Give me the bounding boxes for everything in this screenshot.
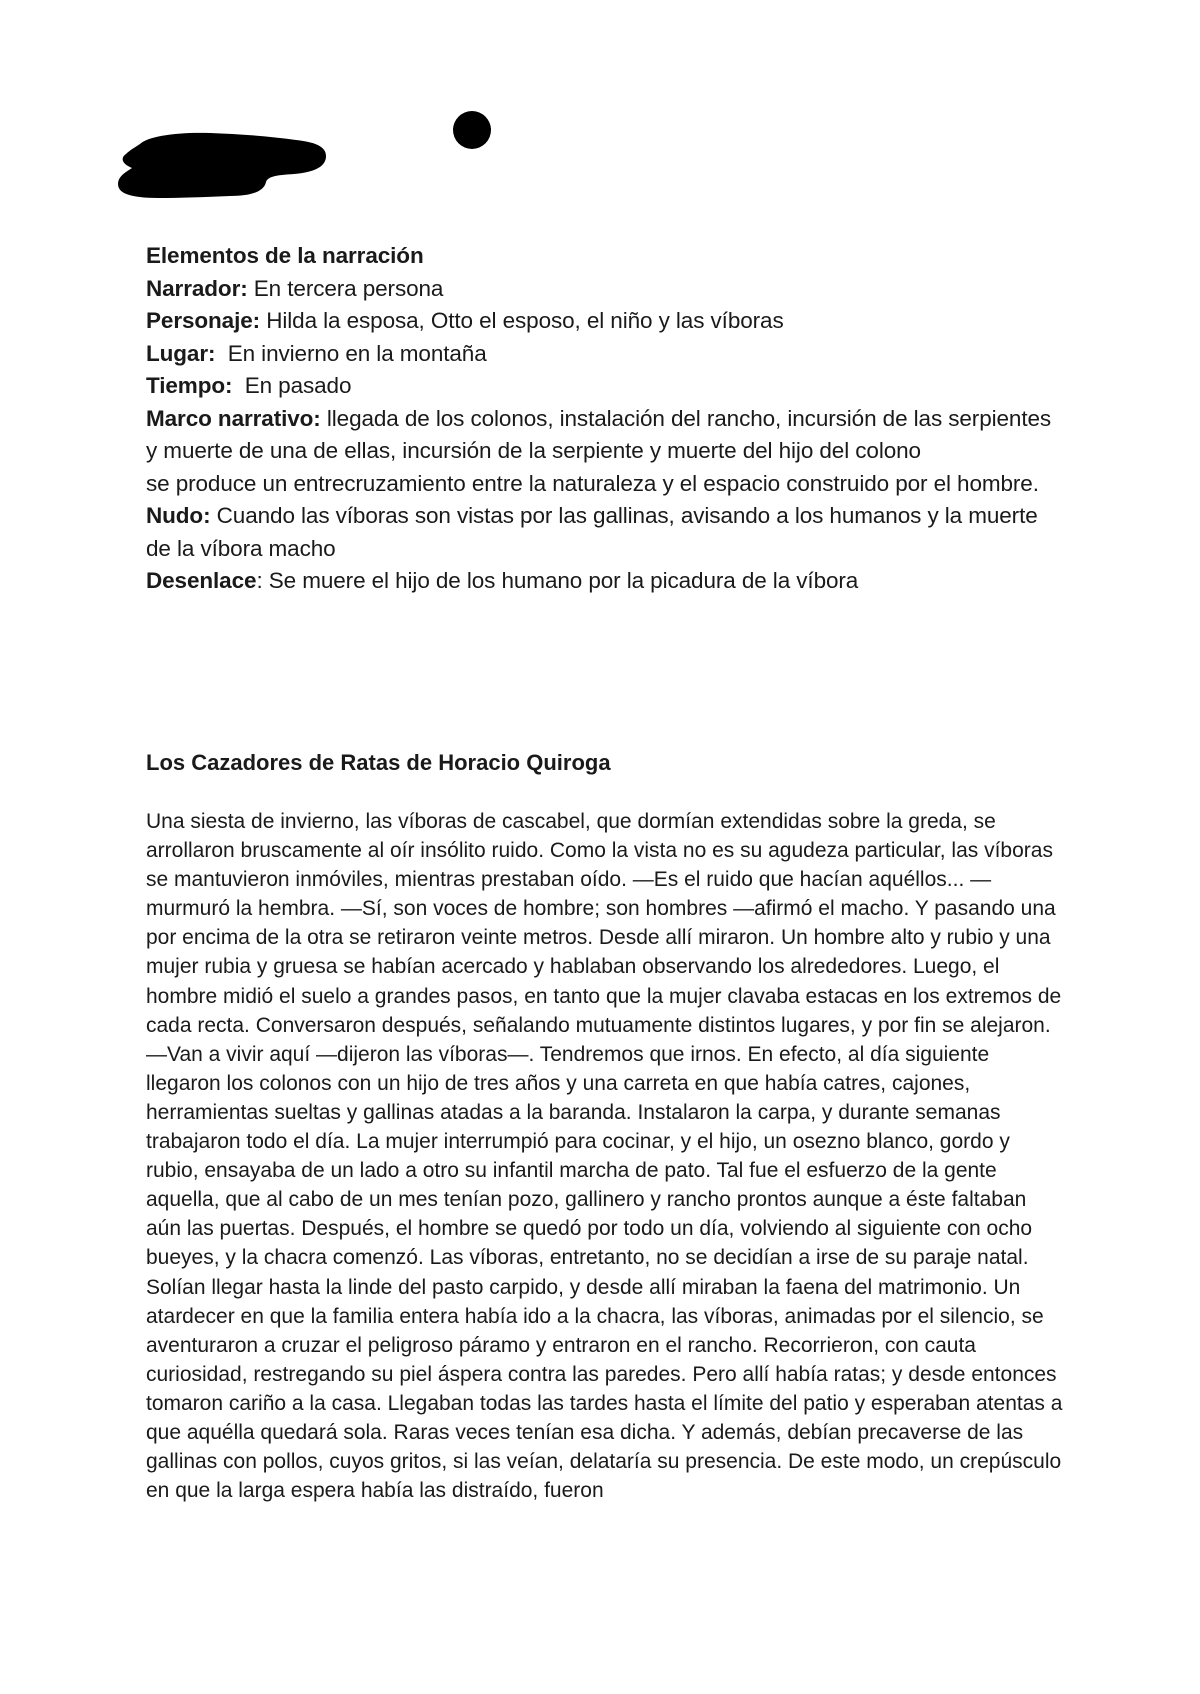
desenlace-label: Desenlace: [146, 568, 257, 593]
lugar-text: En invierno en la montaña: [215, 340, 487, 366]
desenlace-line: [146, 565, 1066, 598]
nudo-text: Cuando las víboras son vistas por las gallinas, avisando a los humanos y la muerte de la víbora macho: [146, 503, 1038, 561]
narrador-label: Narrador:: [146, 275, 248, 301]
elements-heading: Elementos de la narración: [146, 243, 424, 268]
redaction-scribble: [118, 133, 326, 198]
redaction-dot: [453, 111, 491, 149]
personaje-label: Personaje:: [146, 308, 261, 333]
narration-elements: [146, 240, 1066, 598]
tiempo-text: En pasado: [232, 373, 352, 398]
nudo-label: Nudo:: [146, 503, 211, 528]
redaction-mark: [118, 102, 498, 222]
lugar-line: [146, 338, 1066, 371]
nudo-line: [146, 500, 1066, 565]
marco-text: llegada de los colonos, instalación del rancho, incursión de las serpientes y muerte de una de ellas, incursión de la serpiente y muerte del hijo del colono: [146, 405, 1052, 463]
story-title: Los Cazadores de Ratas de Horacio Quiroga: [146, 750, 611, 775]
document-content: [146, 240, 1066, 1503]
personaje-line: [146, 305, 1066, 338]
story-body: Una siesta de invierno, las víboras de cascabel, que dormían extendidas sobre la greda, se arrollaron bruscamente al oír insólito ruido. Como la vista no es su agudeza particular, las víboras se mantuvieron inmóviles, mientras prestaban oído. —Es el ruido que hacían aquéllos... —murmuró la hembra. —Sí, son voces de hombre; son hombres —afirmó el macho. Y pasando una por encima de la otra se retiraron veinte metros. Desde allí miraron. Un hombre alto y rubio y una mujer rubia y gruesa se habían acercado y hablaban observando los alrededores. Luego, el hombre midió el suelo a grandes pasos, en tanto que la mujer clavaba estacas en los extremos de cada recta. Conversaron después, señalando mutuamente distintos lugares, y por fin se alejaron. —Van a vivir aquí —dijeron las víboras—. Tendremos que irnos. En efecto, al día siguiente llegaron los colonos con un hijo de tres años y una carreta en que había catres, cajones, herramientas sueltas y gallinas atadas a la baranda. Instalaron la carpa, y durante semanas trabajaron todo el día. La mujer interrumpió para cocinar, y el hijo, un osezno blanco, gordo y rubio, ensayaba de un lado a otro su infantil marcha de pato. Tal fue el esfuerzo de la gente aquella, que al cabo de un mes tenían pozo, gallinero y rancho prontos aunque a éste faltaban aún las puertas. Después, el hombre se quedó por todo un día, volviendo al siguiente con ocho bueyes, y la chacra comenzó. Las víboras, entretanto, no se decidían a irse de su paraje natal. Solían llegar hasta la linde del pasto carpido, y desde allí miraban la faena del matrimonio. Un atardecer en que la familia entera había ido a la chacra, las víboras, animadas por el silencio, se aventuraron a cruzar el peligroso páramo y entraron en el rancho. Recorrieron, con cauta curiosidad, restregando su piel áspera contra las paredes. Pero allí había ratas; y desde entonces tomaron cariño a la casa. Llegaban todas las tardes hasta el límite del patio y esperaban atentas a que aquélla quedará sola. Raras veces tenían esa dicha. Y además, debían precaverse de las gallinas con pollos, cuyos gritos, si las veían, delataría su presencia. De este modo, un crepúsculo en que la larga espera había las distraído, fueron: [146, 810, 1063, 1503]
marco-label: Marco narrativo:: [146, 405, 321, 431]
desenlace-text: : Se muere el hijo de los humano por la picadura de la víbora: [256, 568, 859, 593]
personaje-text: Hilda la esposa, Otto el esposo, el niño y las víboras: [260, 308, 784, 333]
tiempo-line: [146, 370, 1066, 403]
marco-continuation: se produce un entrecruzamiento entre la naturaleza y el espacio construido por el hombre.: [146, 470, 1039, 496]
narrador-line: [146, 273, 1066, 306]
marco-line: [146, 403, 1066, 468]
narrador-text: En tercera persona: [247, 275, 444, 301]
lugar-label: Lugar:: [146, 340, 216, 366]
tiempo-label: Tiempo:: [146, 373, 233, 398]
